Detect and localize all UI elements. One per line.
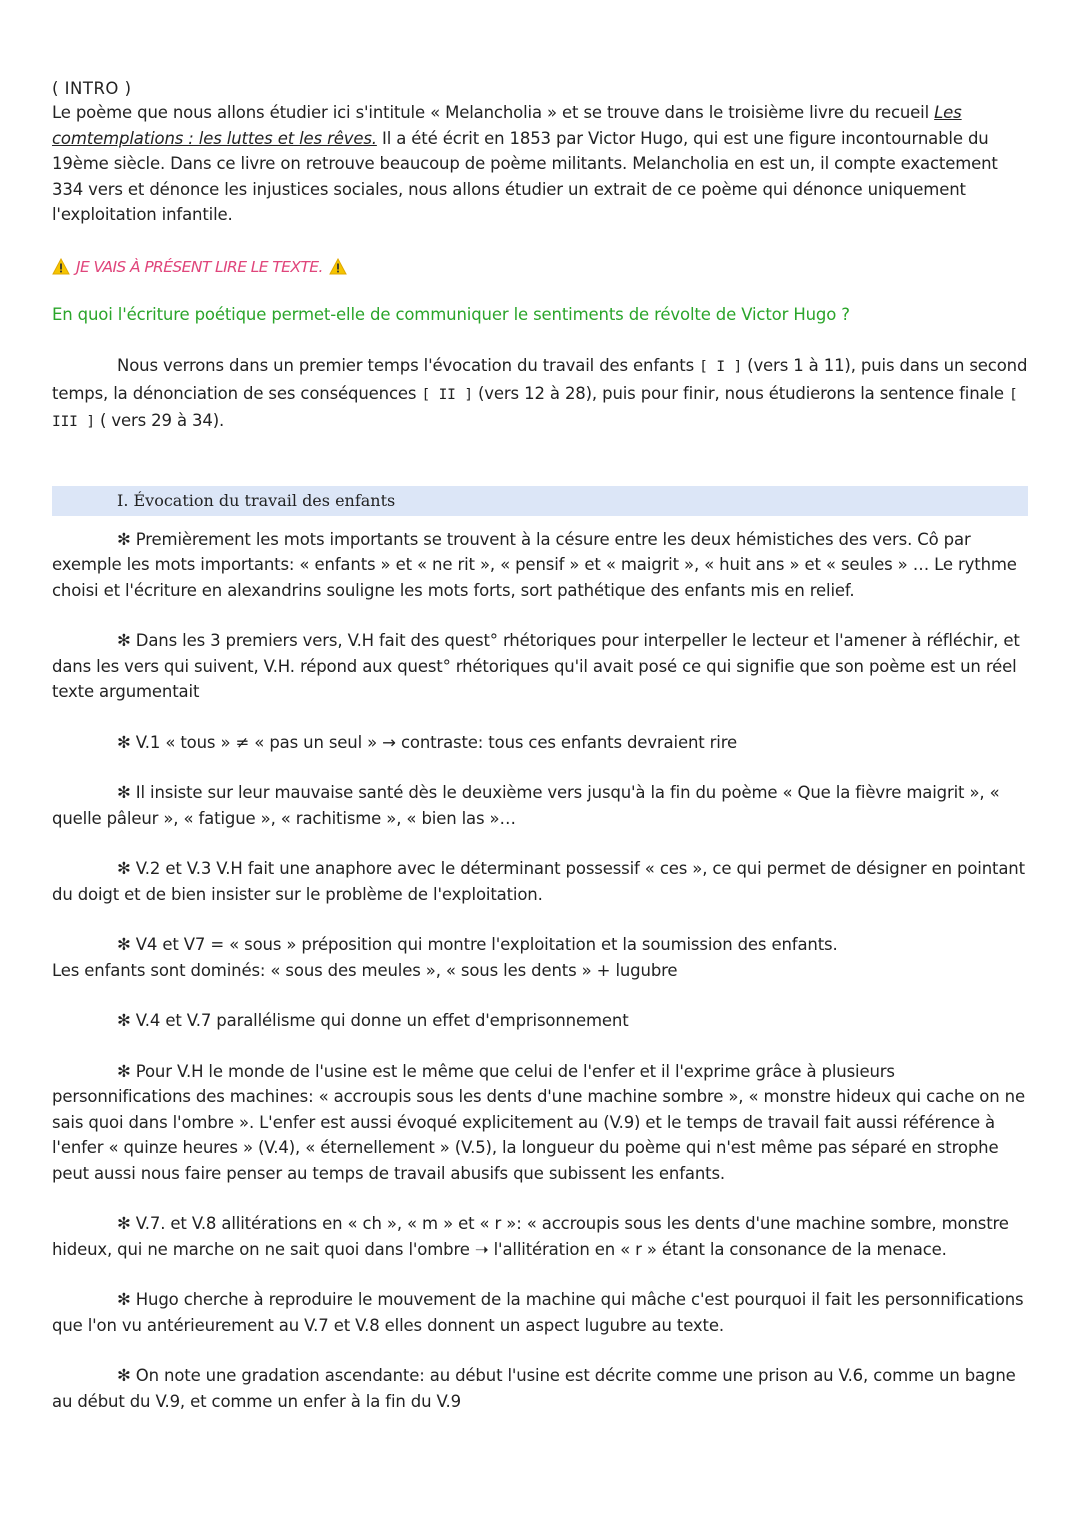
plan-paragraph (52, 353, 1028, 436)
intro-collection-title-1: Les (934, 103, 962, 122)
intro-collection-title-2: comtemplations : les luttes et les rêves. (52, 128, 377, 148)
plan-text-a: Nous verrons dans un premier temps l'évocation du travail des enfants (117, 356, 700, 375)
plan-text-d: ( vers 29 à 34). (94, 411, 225, 430)
warning-icon (52, 258, 70, 275)
warning-icon (329, 258, 347, 275)
plan-part-2: [ II ] (421, 386, 473, 403)
intro-paragraph (52, 100, 1028, 228)
section-heading-band (52, 486, 1028, 516)
analysis-line: ✻ V4 et V7 = « sous » préposition qui montre l'exploitation et la soumission des enfants. (117, 935, 838, 954)
intro-heading: ( INTRO ) (52, 79, 132, 98)
plan-part-1: [ I ] (699, 359, 743, 375)
analysis-paragraph: ✻ V.1 « tous » ≠ « pas un seul » → contraste: tous ces enfants devraient rire (117, 732, 738, 752)
problematic-question: En quoi l'écriture poétique permet-elle de communiquer le sentiments de révolte de Victor Hugo ? (52, 304, 850, 324)
reading-warning (52, 258, 1028, 276)
analysis-paragraph: ✻ Premièrement les mots importants se trouvent à la césure entre les deux hémistiches des vers. Cô par exemple les mots importants: « enfants » et « ne rit », « pensif » et « maigrit », « huit ans » et « seules » … Le rythme choisi et l'écriture en alexandrins souligne les mots forts, sort pathétique des enfants mis en relief. (52, 529, 1017, 600)
plan-part-3: [ III ] (52, 386, 1018, 430)
plan-text-c: (vers 12 à 28), puis pour finir, nous étudierons la sentence finale (472, 383, 1010, 403)
intro-text-b: Il a été écrit en 1853 par Victor Hugo, qui est une figure incontournable du 19ème siècle. Dans ce livre on retrouve beaucoup de poème militants. Melancholia en est un, il compte exactement 334 vers et dénonce les injustices sociales, nous allons étudier un extrait de ce poème qui dénonce uniquement l'exploitation infantile. (52, 128, 998, 224)
analysis-paragraph: ✻ Il insiste sur leur mauvaise santé dès le deuxième vers jusqu'à la fin du poème « Que la fièvre maigrit », « quelle pâleur », « fatigue », « rachitisme », « bien las »… (52, 783, 1000, 828)
analysis-paragraph: ✻ V.7. et V.8 allitérations en « ch », « m » et « r »: « accroupis sous les dents d'une machine sombre, monstre hideux, qui ne marche on ne sait quoi dans l'ombre ➝ l'allitération en « r » étant la consonance de la menace. (52, 1214, 1009, 1259)
analysis-paragraph: ✻ V.2 et V.3 V.H fait une anaphore avec le déterminant possessif « ces », ce qui permet de désigner en pointant du doigt et de bien insister sur le problème de l'exploitation. (52, 859, 1025, 904)
intro-text-a: Le poème que nous allons étudier ici s'intitule « Melancholia » et se trouve dans le troisième livre du recueil (52, 103, 935, 122)
analysis-paragraph: ✻ On note une gradation ascendante: au début l'usine est décrite comme une prison au V.6, comme un bagne au début du V.9, et comme un enfer à la fin du V.9 (52, 1366, 1016, 1411)
analysis-paragraph: ✻ Pour V.H le monde de l'usine est le même que celui de l'enfer et il l'exprime grâce à plusieurs personnifications des machines: « accroupis sous les dents d'une machine sombre », « monstre hideux qui cache on ne sais quoi dans l'ombre ». L'enfer est aussi évoqué explicitement au (V.9) et le temps de travail fait aussi référence à l'enfer « quinze heures » (V.4), « éternellement » (V.5), la longueur du poème qui n'est même pas séparé en strophe peut aussi nous faire penser au temps de travail abusifs que subissent les enfants. (52, 1061, 1025, 1183)
analysis-paragraph: ✻ Dans les 3 premiers vers, V.H fait des quest° rhétoriques pour interpeller le lecteur et l'amener à réfléchir, et dans les vers qui suivent, V.H. répond aux quest° rhétoriques qu'il avait posé ce qui signifie que son poème est un réel texte argumentait (52, 631, 1020, 701)
warning-text: JE VAIS À PRÉSENT LIRE LE TEXTE. (76, 257, 323, 276)
section-title: I. Évocation du travail des enfants (117, 491, 396, 510)
analysis-paragraph (52, 932, 1028, 983)
analysis-paragraph: ✻ V.4 et V.7 parallélisme qui donne un effet d'emprisonnement (117, 1011, 629, 1030)
analysis-line: Les enfants sont dominés: « sous des meules », « sous les dents » + lugubre (52, 960, 678, 980)
plan-text-b: (vers 1 à 11), puis dans un second temps, la dénonciation de ses conséquences (52, 356, 1028, 403)
document-page (52, 78, 1028, 1414)
analysis-paragraph: ✻ Hugo cherche à reproduire le mouvement de la machine qui mâche c'est pourquoi il fait les personnifications que l'on vu antérieurement au V.7 et V.8 elles donnent un aspect lugubre au texte. (52, 1290, 1024, 1335)
